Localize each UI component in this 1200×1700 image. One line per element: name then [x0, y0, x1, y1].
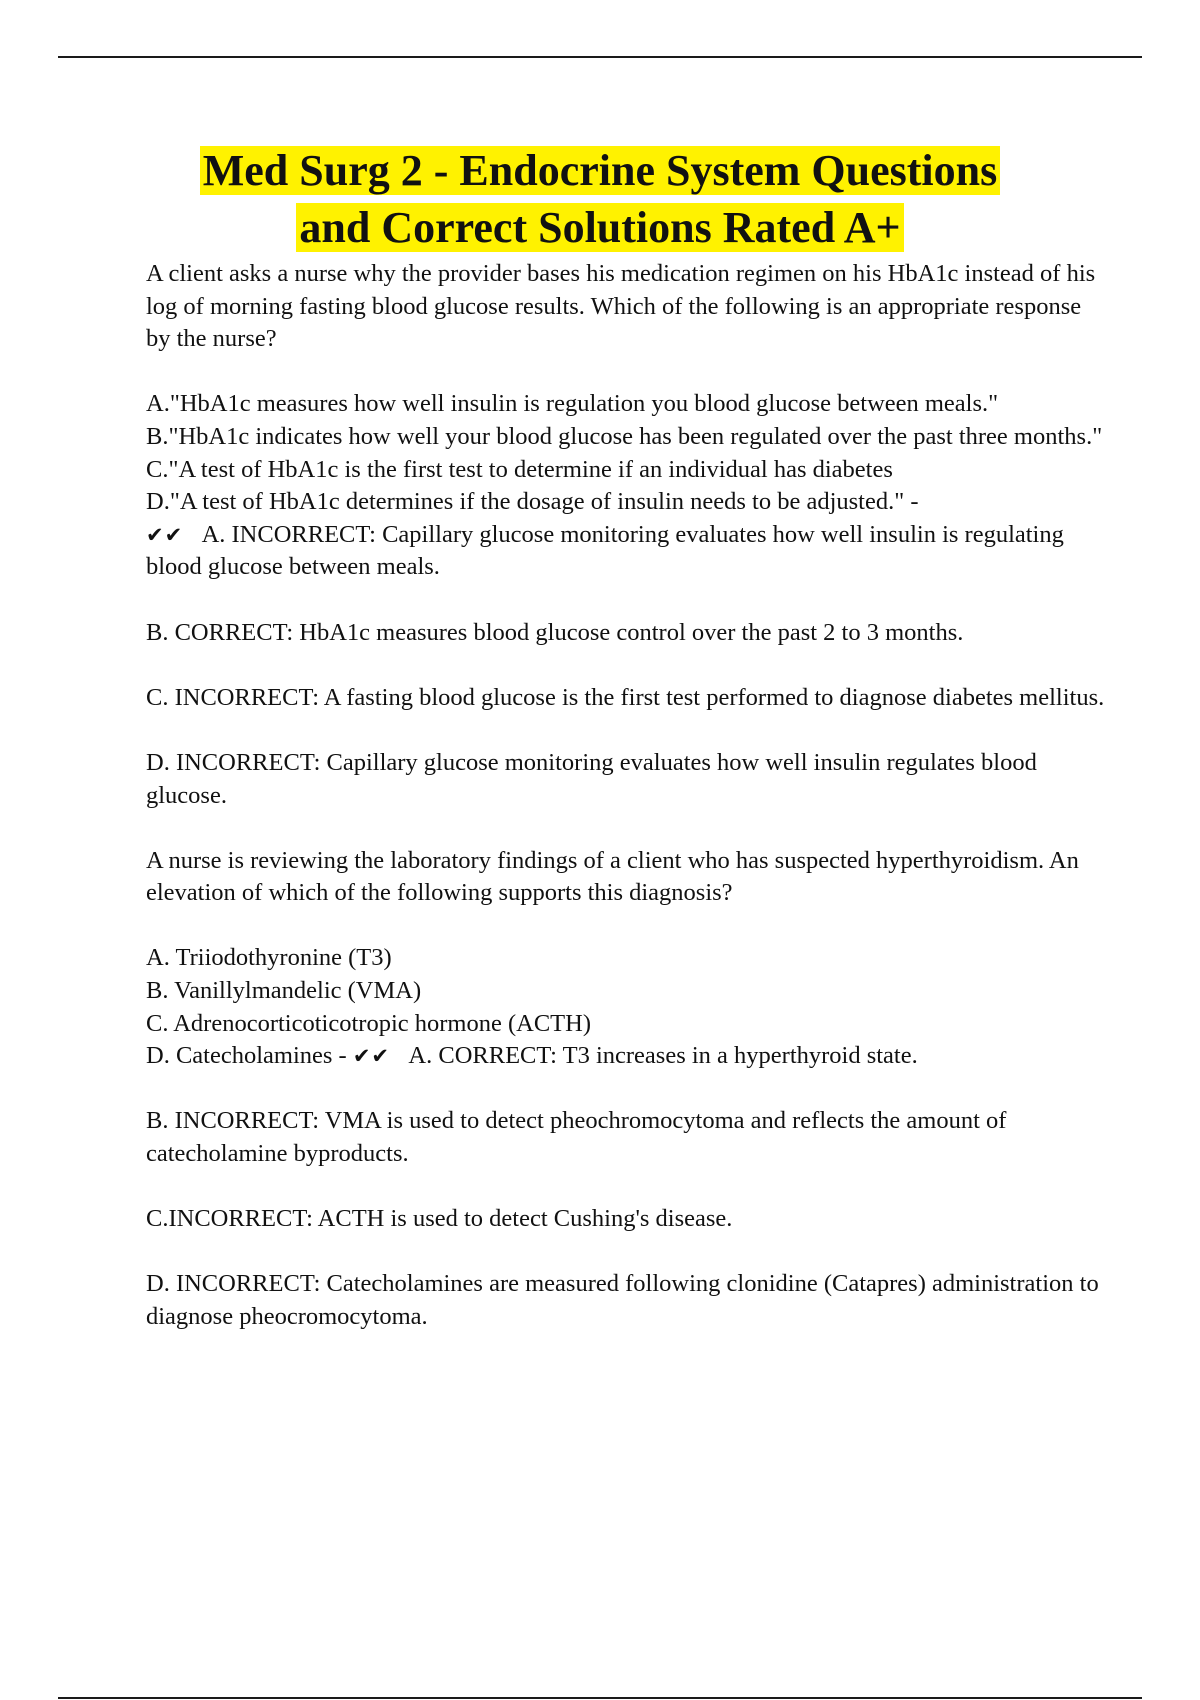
question-1-option-d: D."A test of HbA1c determines if the dosage of insulin needs to be adjusted." -	[146, 488, 919, 516]
question-2-answer-a: A. CORRECT: T3 increases in a hyperthyroid state.	[408, 1042, 918, 1070]
document-title	[100, 142, 1100, 256]
checkmark-icon: ✔✔	[352, 1044, 391, 1069]
question-2-option-b: B. Vanillylmandelic (VMA)	[146, 977, 422, 1005]
question-2-option-a: A. Triiodothyronine (T3)	[146, 944, 392, 972]
question-2-answer-c: C.INCORRECT: ACTH is used to detect Cushing's disease.	[146, 1205, 733, 1233]
checkmark-icon: ✔✔	[146, 522, 184, 547]
question-1-option-c: C."A test of HbA1c is the first test to determine if an individual has diabetes	[146, 455, 893, 483]
question-2-option-d-text: D. Catecholamines -	[146, 1042, 347, 1070]
question-1-stem: A client asks a nurse why the provider bases his medication regimen on his HbA1c instead of his log of morning fasting blood glucose results. Which of the following is an appropriate response by the nurse?	[146, 260, 1096, 353]
question-2-answer-b: B. INCORRECT: VMA is used to detect pheochromocytoma and reflects the amount of catecholamine byproducts.	[146, 1107, 1007, 1168]
title-line-1: Med Surg 2 - Endocrine System Questions	[200, 146, 1000, 195]
document-body	[146, 258, 1106, 1334]
bottom-rule	[58, 1697, 1142, 1699]
question-1-answer-a-text: A. INCORRECT: Capillary glucose monitoring evaluates how well insulin is regulating blood glucose between meals.	[146, 520, 1064, 581]
title-line-2: and Correct Solutions Rated A+	[296, 203, 903, 252]
question-1-answer-a	[146, 519, 1106, 584]
question-2-stem: A nurse is reviewing the laboratory findings of a client who has suspected hyperthyroidism. An elevation of which of the following supports this diagnosis?	[146, 846, 1079, 907]
question-1-option-a: A."HbA1c measures how well insulin is regulation you blood glucose between meals."	[146, 390, 999, 418]
question-1-answer-b: B. CORRECT: HbA1c measures blood glucose control over the past 2 to 3 months.	[146, 618, 964, 646]
question-2-option-d	[146, 1040, 1106, 1073]
question-2-option-c: C. Adrenocorticoticotropic hormone (ACTH)	[146, 1009, 591, 1037]
question-1-answer-d: D. INCORRECT: Capillary glucose monitoring evaluates how well insulin regulates blood glucose.	[146, 748, 1037, 809]
question-2-answer-d: D. INCORRECT: Catecholamines are measured following clonidine (Catapres) administration to diagnose pheocromocytoma.	[146, 1270, 1099, 1330]
top-rule	[58, 56, 1142, 58]
question-1-answer-c: C. INCORRECT: A fasting blood glucose is the first test performed to diagnose diabetes mellitus.	[146, 683, 1105, 711]
question-1-option-b: B."HbA1c indicates how well your blood glucose has been regulated over the past three months."	[146, 422, 1103, 450]
